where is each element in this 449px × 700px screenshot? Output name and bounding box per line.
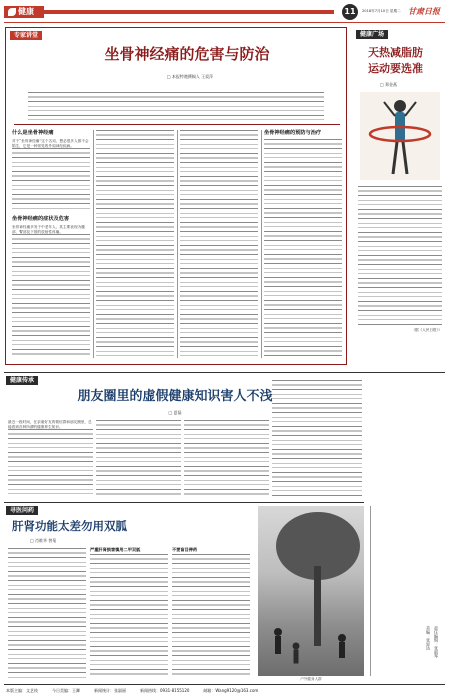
side-credit-strip [370, 506, 445, 676]
footer-proof: 今日美编：王卿 [52, 688, 80, 693]
col-divider [261, 130, 262, 358]
third-column-tag: 寻医问药 [6, 506, 38, 515]
lead-text-col1b [12, 234, 90, 358]
footer-rule [4, 684, 445, 685]
third-headline: 肝肾功能太差勿用双胍 [12, 519, 127, 533]
second-headline: 朋友圈里的虚假健康知识害人不浅 [77, 389, 273, 404]
page-number: 11 [342, 4, 358, 20]
lead-text-col1 [12, 148, 90, 212]
sidebar-byline: □ 郑金燕 [380, 82, 398, 87]
masthead [4, 4, 445, 22]
second-text-start: 最近一段时间，在亲朋好友的微信群和朋友圈里，总能看到各种所谓的健康养生知识。 [8, 420, 92, 429]
lead-text-col4 [264, 139, 342, 358]
second-column-tag: 健康传承 [6, 376, 38, 385]
third-text-col2 [90, 554, 168, 678]
photo-caption: 户外健身人群 [300, 677, 322, 681]
subhead-symptoms: 坐骨神经痛的症状及危害 [12, 216, 70, 222]
masthead-band [44, 10, 334, 14]
lead-headline: 坐骨神经痛的危害与防治 [104, 45, 270, 63]
section-rule [4, 372, 445, 373]
lead-abstract [28, 92, 324, 120]
second-text-col1 [8, 429, 93, 497]
leaf-icon [8, 8, 16, 16]
footer-reviewer: 新闻统计：张淑丽 [94, 688, 126, 693]
second-text-col4 [272, 380, 362, 497]
park-photo [258, 506, 364, 676]
subhead-what-is: 什么是坐骨神经痛 [12, 130, 54, 136]
sidebar-column-tag: 健康广场 [356, 30, 388, 39]
second-byline: □ 夏磊 [168, 410, 182, 415]
footer-editor: 本版主编：文艺枝 [6, 688, 38, 693]
footer-email[interactable]: 邮箱：Wang9120@163.com [203, 688, 259, 693]
section-rule [4, 502, 364, 503]
lead-text-col2 [96, 130, 174, 358]
second-text-col3 [184, 420, 269, 497]
col-divider [177, 130, 178, 358]
masthead-rule [4, 22, 445, 23]
side-credit-editor: 责任编辑：张淑琴 [434, 626, 439, 658]
sidebar-footer-note: （据《人民日报》） [411, 328, 442, 332]
lead-abstract-rule [14, 124, 340, 125]
footer-hotline: 新闻热线：0931-8155120 [140, 688, 190, 693]
sidebar-headline-2: 运动要选准 [368, 62, 423, 75]
lead-column-tag: 专家讲堂 [10, 31, 42, 40]
section-label: 健康 [18, 7, 34, 16]
sidebar-headline-1: 天热减脂肪 [368, 46, 423, 59]
third-byline: □ 肖维华 曾菊 [30, 538, 57, 543]
side-credit-designer: 美编：张思达 [426, 626, 431, 650]
second-text-col2 [96, 420, 181, 497]
tree-people-photo-icon [258, 506, 364, 676]
hula-hoop-woman-icon [360, 92, 440, 180]
sidebar-illustration [360, 92, 440, 180]
third-subhead-1: 严重肝肾损害慎用二甲双胍 [90, 547, 141, 552]
third-text-col3 [172, 554, 250, 678]
third-text-col1 [8, 548, 86, 678]
lead-text-col1b-start: 坐骨神经痛多发于中老年人，其主要表现为腰部、臀部及下肢的放射性疼痛。 [12, 225, 85, 234]
third-subhead-2: 不要盲目停药 [172, 547, 198, 552]
sidebar-text [358, 186, 442, 326]
subhead-prevention: 坐骨神经痛的预防与治疗 [264, 130, 322, 136]
lead-text-col3 [180, 130, 258, 358]
footer-line [6, 687, 443, 695]
col-divider [93, 130, 94, 358]
lead-text-col1-start: 对于“坐骨神经痛”这个名词，想必很多人都不会陌生，它是一种常见的外周神经疾病。 [12, 139, 89, 148]
paper-name: 甘肃日报 [408, 6, 440, 16]
date-line: 2018年7月10日 星期二 [362, 9, 401, 13]
lead-byline: □ 本报特邀撰稿人 王爱萍 [166, 74, 214, 79]
